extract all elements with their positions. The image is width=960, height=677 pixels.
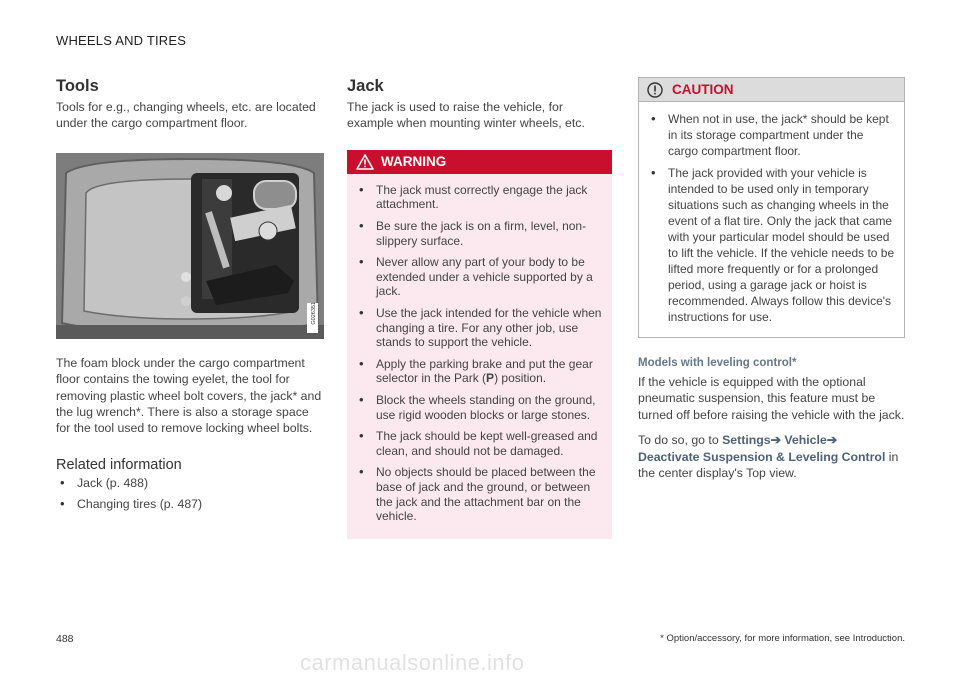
warning-item: • No objects should be placed between the base of jack and the ground, or between the jack and the attachment bar on the vehicle.: [355, 465, 604, 523]
menu-vehicle: Vehicle: [784, 433, 827, 448]
caution-exclamation-icon: [647, 82, 663, 98]
warning-item: • Use the jack intended for the vehicle when changing a tire. For any other job, use stands to support the vehicle.: [355, 306, 604, 350]
caution-title: CAUTION: [672, 82, 734, 97]
related-list: [56, 475, 324, 512]
related-info-title: Related information: [56, 456, 182, 473]
menu-deactivate-leveling: Deactivate Suspension & Leveling Control: [638, 449, 886, 464]
warning-header: [347, 150, 612, 174]
warning-item-park: [355, 357, 604, 386]
cargo-tools-photo: [56, 153, 324, 339]
caution-item: • When not in use, the jack* should be kept in its storage compartment under the cargo compartment floor.: [647, 111, 896, 159]
cargo-tools-illustration: [56, 153, 324, 339]
arrow-right-icon: ➔: [826, 433, 838, 448]
jack-column: [347, 77, 612, 539]
caution-column: [638, 77, 905, 481]
watermark: carmanualsonline.info: [300, 650, 525, 675]
related-link-changing-tires[interactable]: • Changing tires (p. 487): [56, 496, 324, 512]
related-link-jack[interactable]: • Jack (p. 488): [56, 475, 324, 491]
jack-title: Jack: [347, 77, 384, 95]
warning-item: • The jack should be kept well-greased and clean, and should not be damaged.: [355, 429, 604, 458]
warning-title: WARNING: [381, 154, 447, 170]
section-header: WHEELS AND TIRES: [56, 33, 187, 48]
leveling-instructions: [638, 432, 905, 481]
warning-item: • Never allow any part of your body to be extended under a vehicle supported by a jack.: [355, 255, 604, 299]
tools-column: [56, 77, 324, 517]
footnote: * Option/accessory, for more information, see Introduction.: [660, 633, 905, 644]
menu-settings: Settings: [722, 433, 771, 448]
image-code: G026351: [311, 302, 317, 325]
jack-intro: The jack is used to raise the vehicle, for example when mounting winter wheels, etc.: [347, 100, 585, 131]
caution-box: [638, 77, 905, 338]
warning-list: [355, 183, 604, 524]
park-text-pre: Apply the parking brake and put the gear selector in the Park (: [376, 356, 593, 386]
park-text-post: ) position.: [494, 371, 547, 386]
warning-item: • Block the wheels standing on the ground, use rigid wooden blocks or large stones.: [355, 393, 604, 422]
tools-intro: Tools for e.g., changing wheels, etc. are located under the cargo compartment floor.: [56, 100, 316, 131]
leveling-body: If the vehicle is equipped with the optional pneumatic suspension, this feature must be turned off before raising the vehicle with the jack.: [638, 375, 905, 422]
instructions-post: in the center display's Top view.: [638, 449, 899, 481]
page-number: 488: [56, 633, 74, 645]
warning-box: [347, 150, 612, 539]
instructions-pre: To do so, go to: [638, 433, 719, 448]
warning-item: • The jack must correctly engage the jack attachment.: [355, 183, 604, 212]
warning-triangle-icon: [356, 154, 374, 170]
tools-body: The foam block under the cargo compartment floor contains the towing eyelet, the tool for removing plastic wheel bolt covers, the jack* and the lug wrench*. There is also a storage space for the tool used to remove locking wheel bolts.: [56, 355, 322, 436]
caution-item: • The jack provided with your vehicle is intended to be used only in temporary situations such as changing wheels in the event of a flat tire. Only the jack that came with your particular model should be used to lift the vehicle. If the vehicle needs to be lifted more frequently or for a prolonged period, using a garage jack or hoist is recommended. Always follow this device's instructions for use.: [647, 165, 896, 325]
tools-title: Tools: [56, 77, 99, 95]
park-key: P: [486, 371, 495, 386]
arrow-right-icon: ➔: [770, 433, 781, 448]
warning-item: • Be sure the jack is on a firm, level, non-slippery surface.: [355, 219, 604, 248]
caution-list: [647, 111, 896, 325]
caution-header: [639, 78, 904, 102]
leveling-subheading: Models with leveling control*: [638, 357, 797, 369]
